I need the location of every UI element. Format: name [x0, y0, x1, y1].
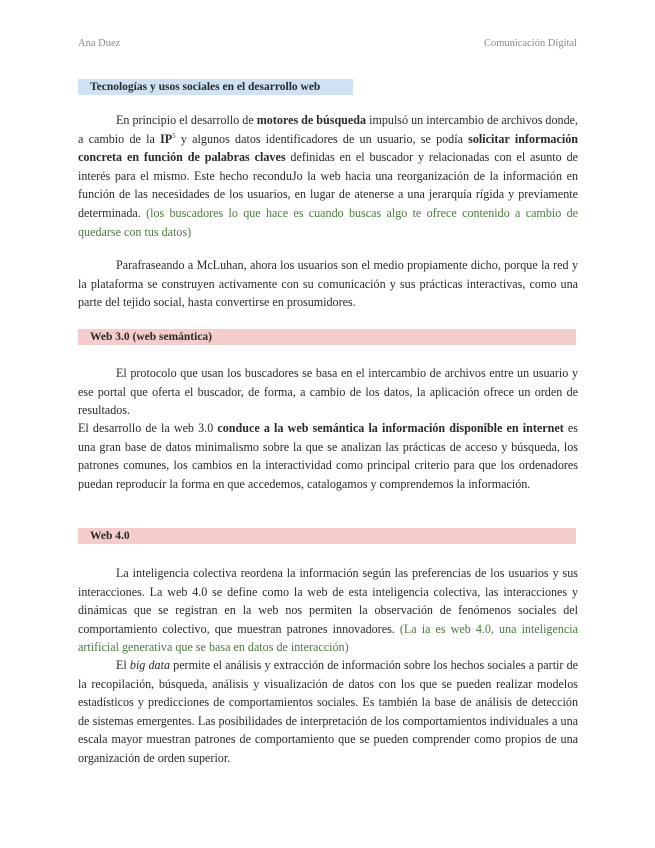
page-header — [78, 38, 577, 49]
paragraph-protocolo: El protocolo que usan los buscadores se basa en el intercambio de archivos entre un usuario y ese portal que oferta el buscador, de forma, a cambio de los datos, la aplicación ofrece un orden de resultados. — [78, 366, 578, 418]
paragraph-big-data: El big data permite el análisis y extracción de información sobre los hechos sociales a partir de la recopilación, búsqueda, análisis y visualización de datos con los que se pueden realizar modelos estadísticos y predicciones de comportamientos sociales. Es también la base de análisis de detección de sistemas emergentes. Las posibilidades de interpretación de los comportamientos individuales a una escala mayor muestran patrones de comportamiento que se pueden comprender como propios de una organización de orden superior. — [78, 658, 578, 765]
section-heading-tecnologias: Tecnologías y usos sociales en el desarrollo web — [78, 79, 353, 95]
bold-solicitar: solicitar información concreta en función de palabras claves — [78, 131, 578, 165]
paragraph-motores-busqueda: En principio el desarrollo de motores de búsqueda impulsó un intercambio de archivos donde, a cambio de la $IP^5$ y algunos datos identificadores de un usuario, se podía solicitar información concreta en función de palabras claves definidas en el buscador y relacionadas con el asunto de interés para el mismo. Este hecho reconduJo la web hacia una reorganización de la información en función de las necesidades de los usuarios, en lugar de atenerse a una jerarquía rígida y previamente determinada. (los buscadores lo que hace es cuando buscas algo te ofrece contenido a cambio de quedarse con tus datos) — [78, 113, 579, 239]
bold-ip: IP — [160, 131, 173, 146]
paragraph-web3: El desarrollo de la web 3.0 conduce a la web semántica la información disponible en internet es una gran base de datos minimalismo sobre la que se analizan las prácticas de acceso y búsqueda, los patrones comunes, los cambios en la interactividad como principal criterio para que los ordenadores puedan reproducir la forma en que accedemos, catalogamos y comprendemos la información. — [78, 421, 578, 491]
section-heading-web4: Web 4.0 — [78, 528, 576, 544]
paragraph-mcluhan: Parafraseando a McLuhan, ahora los usuarios son el medio propiamente dicho, porque la red y la plataforma se construyen activamente con su comunicación y sus prácticas interactivas, como una parte del tejido social, hasta convertirse en prosumidores. — [78, 258, 578, 310]
green-note-ia: (La ia es web 4.0, una inteligencia artificial generativa que se basa en datos de interacción) — [78, 621, 578, 655]
section-heading-web3: Web 3.0 (web semántica) — [78, 329, 576, 345]
paragraph-inteligencia-colectiva: La inteligencia colectiva reordena la información según las preferencias de los usuarios y sus interacciones. La web 4.0 se define como la web de esta inteligencia colectiva, las interacciones y dinámicas que se registran en la web nos permiten la observación de fenómenos sociales del comportamiento colectivo, que muestran patrones innovadores. (La ia es web 4.0, una inteligencia artificial generativa que se basa en datos de interacción) — [78, 566, 578, 655]
italic-big-data: big data — [129, 658, 170, 672]
header-author: Ana Duez — [78, 38, 121, 49]
green-note-buscadores: (los buscadores lo que hace es cuando buscas algo te ofrece contenido a cambio de quedarse con tus datos) — [78, 205, 578, 239]
footnote-ref: 5 — [172, 131, 176, 140]
bold-motores: motores de búsqueda — [256, 113, 367, 127]
header-course: Comunicación Digital — [483, 38, 577, 49]
bold-web-semantica: conduce a la web semántica la información disponible en internet — [217, 421, 564, 435]
